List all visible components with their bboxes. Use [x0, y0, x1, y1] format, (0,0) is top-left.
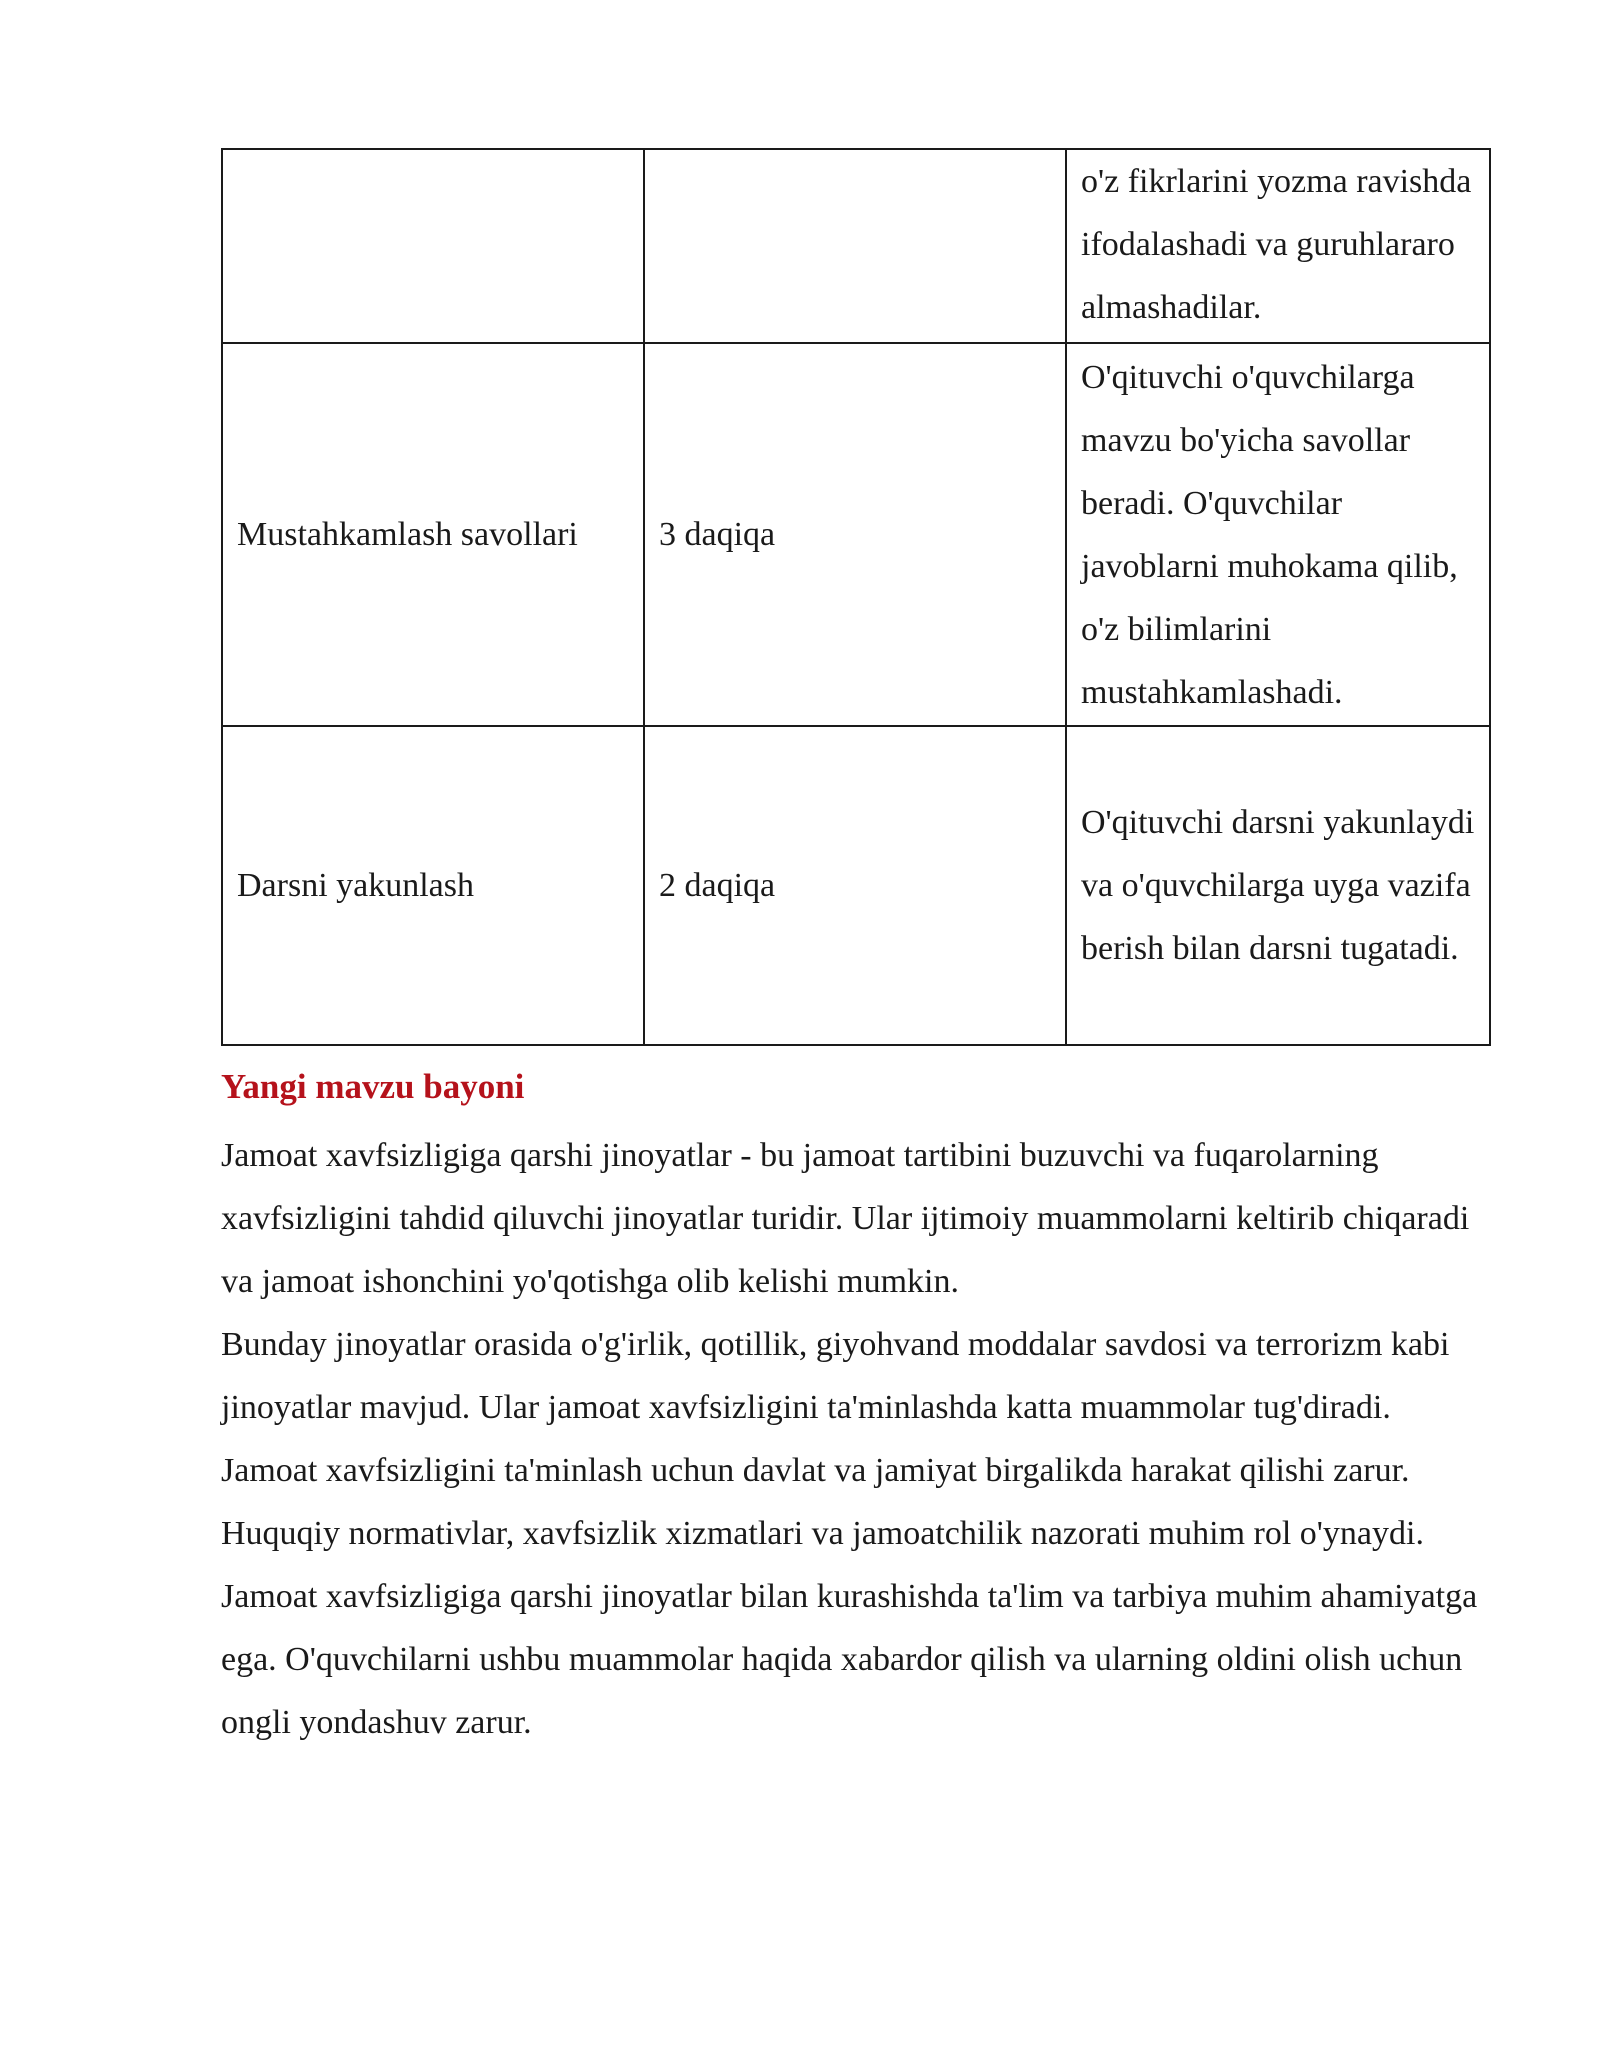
activity-cell: O'qituvchi o'quvchilarga mavzu bo'yicha savollar beradi. O'quvchilar javoblarni muhokama qilib, o'z bilimlarini mustahkamlashadi.: [1066, 343, 1490, 726]
document-page: [221, 148, 1489, 1754]
duration-cell: [644, 149, 1066, 343]
stage-cell: [222, 149, 644, 343]
lesson-plan-table: [221, 148, 1491, 1046]
paragraph: Jamoat xavfsizligiga qarshi jinoyatlar - bu jamoat tartibini buzuvchi va fuqarolarning xavfsizligini tahdid qiluvchi jinoyatlar turidir. Ular ijtimoiy muammolarni keltirib chiqaradi va jamoat ishonchini yo'qotishga olib kelishi mumkin.: [221, 1137, 1470, 1300]
stage-cell: Mustahkamlash savollari: [222, 343, 644, 726]
table-row: [222, 149, 1490, 343]
paragraph: Jamoat xavfsizligini ta'minlash uchun davlat va jamiyat birgalikda harakat qilishi zarur. Huquqiy normativlar, xavfsizlik xizmatlari va jamoatchilik nazorati muhim rol o'ynaydi.: [221, 1452, 1424, 1552]
duration-cell: 3 daqiqa: [644, 343, 1066, 726]
activity-cell: O'qituvchi darsni yakunlaydi va o'quvchilarga uyga vazifa berish bilan darsni tugatadi.: [1066, 726, 1490, 1045]
section-body: [221, 1124, 1489, 1754]
paragraph: Bunday jinoyatlar orasida o'g'irlik, qotillik, giyohvand moddalar savdosi va terrorizm kabi jinoyatlar mavjud. Ular jamoat xavfsizligini ta'minlashda katta muammolar tug'diradi.: [221, 1326, 1450, 1426]
paragraph: Jamoat xavfsizligiga qarshi jinoyatlar bilan kurashishda ta'lim va tarbiya muhim ahamiyatga ega. O'quvchilarni ushbu muammolar haqida xabardor qilish va ularning oldini olish uchun ongli yondashuv zarur.: [221, 1578, 1478, 1741]
duration-cell: 2 daqiqa: [644, 726, 1066, 1045]
table-row: [222, 726, 1490, 1045]
section-heading: Yangi mavzu bayoni: [221, 1067, 525, 1106]
activity-cell: o'z fikrlarini yozma ravishda ifodalashadi va guruhlararo almashadilar.: [1066, 149, 1490, 343]
stage-cell: Darsni yakunlash: [222, 726, 644, 1045]
table-row: [222, 343, 1490, 726]
